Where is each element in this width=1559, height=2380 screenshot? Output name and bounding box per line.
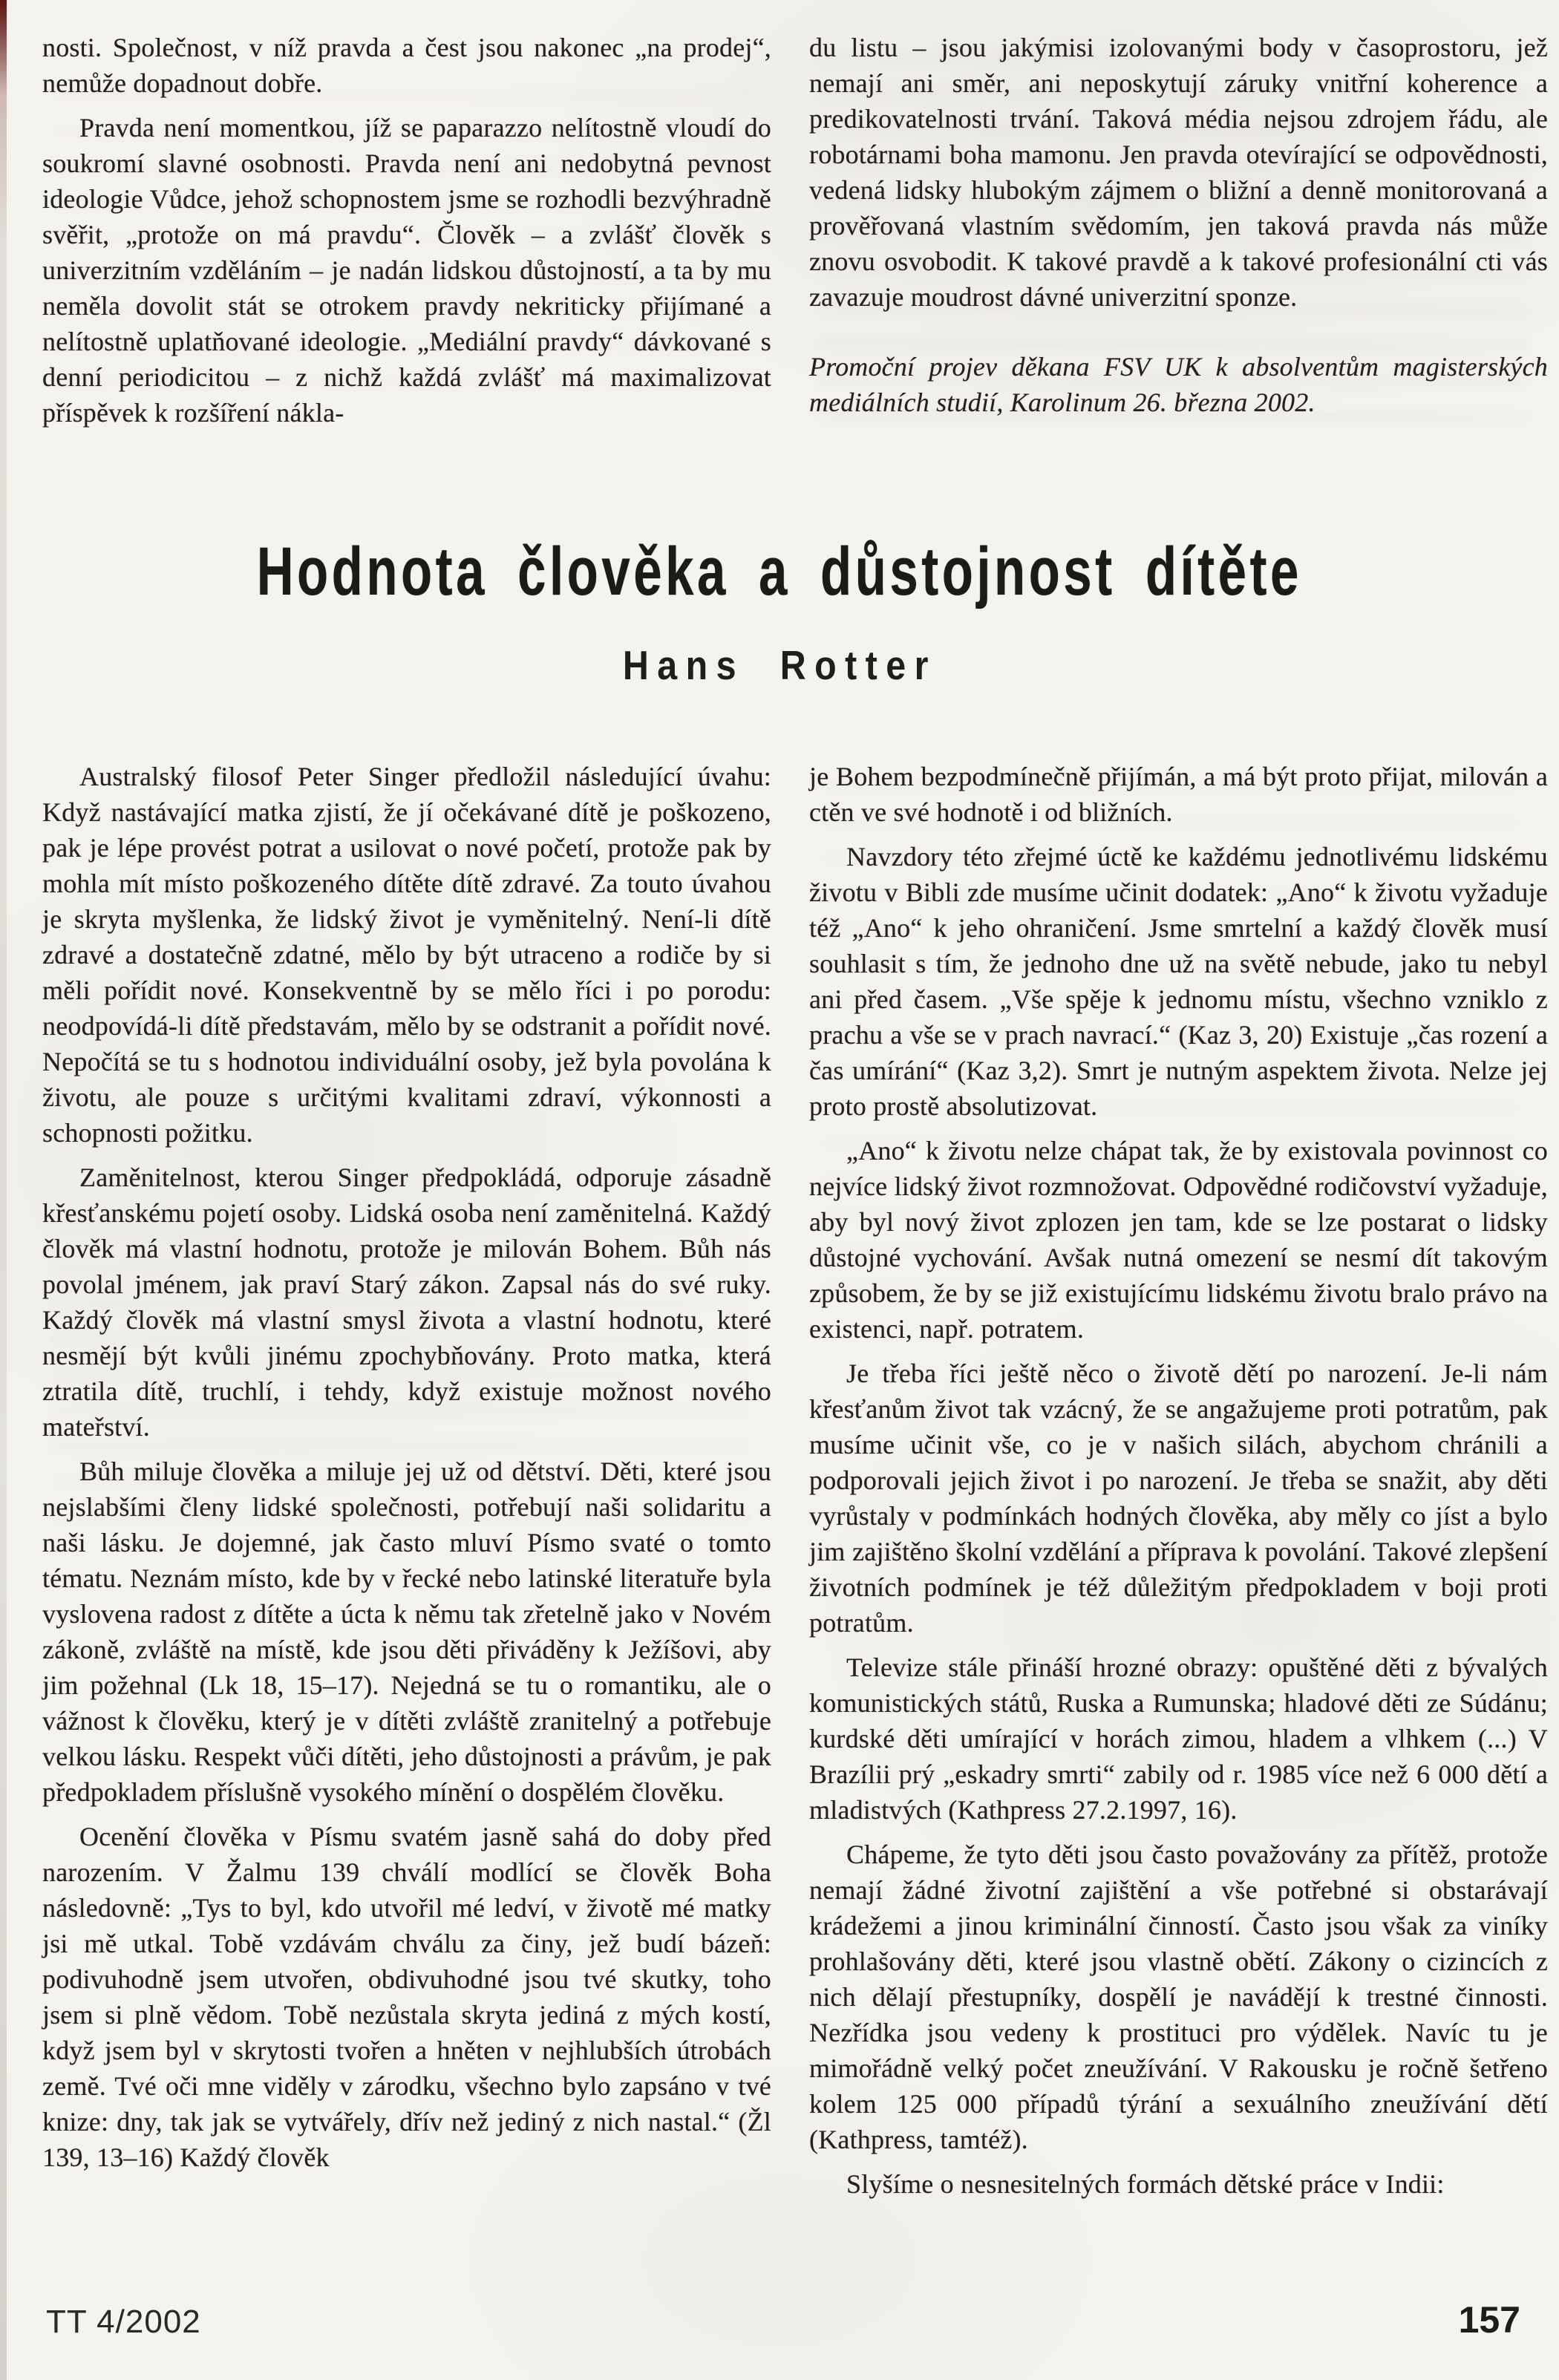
paragraph: je Bohem bezpodmínečně přijímán, a má být proto přijat, milován a ctěn ve své hodnotě i od bližních. <box>809 762 1548 827</box>
paragraph: du listu – jsou jakýmisi izolovanými body v časoprostoru, jež nemají ani směr, ani neposkytují záruky vnitřní koherence a predikovatelnosti trvání. Taková média nejsou zdrojem řádu, ale robotárnami boha mamonu. Jen pravda otevírající se odpovědnosti, vedená lidsky hlubokým zájmem o bližní a denně monitorovaná a prověřovaná vlastním svědomím, jen taková pravda nás může znovu osvobodit. K takové pravdě a k takové profesionální cti vás zavazuje moudrost dávné univerzitní sponze. <box>809 33 1548 312</box>
article-left-column <box>42 759 771 2184</box>
footer-page-number: 157 <box>1458 2299 1520 2341</box>
paragraph: Pravda není momentkou, jíž se paparazzo nelítostně vloudí do soukromí slavné osobnosti. Pravda není ani nedobytná pevnost ideologie Vůdce, jehož schopnostem jsme se rozhodli bezvýhradně svěřit, „protože on má pravdu“. Člověk – a zvlášť člověk s univerzitním vzděláním – je nadán lidskou důstojností, a ta by mu neměla dovolit stát se otrokem pravdy nekriticky přijímané a nelítostně uplatňované ideologie. „Mediální pravdy“ dávkované s denní periodicitou – z nichž každá zvlášť má maximalizovat příspěvek k rozšíření nákla- <box>42 113 771 428</box>
paragraph: Bůh miluje člověka a miluje jej už od dětství. Děti, které jsou nejslabšími členy lidské společnosti, potřebují naši solidaritu a naši lásku. Je dojemné, jak často mluví Písmo svaté o tomto tématu. Neznám místo, kde by v řecké nebo latinské literatuře byla vyslovena radost z dítěte a úcta k němu tak zřetelně jako v Novém zákoně, zvláště na místě, kde jsou děti přiváděny k Ježíšovi, aby jim požehnal (Lk 18, 15–17). Nejedná se tu o romantiku, ale o vážnost k člověku, který je v dítěti zvláště zranitelný a potřebuje velkou lásku. Respekt vůči dítěti, jeho důstojnosti a právům, je pak předpokladem příslušně vysokého mínění o dospělém člověku. <box>42 1457 771 1807</box>
paragraph: Ocenění člověka v Písmu svatém jasně sahá do doby před narozením. V Žalmu 139 chválí modlící se člověk Boha následovně: „Tys to byl, kdo utvořil mé ledví, v životě mé matky jsi mě utkal. Tobě vzdávám chválu za činy, jež budí bázeň: podivuhodně jsem utvořen, obdivuhodné jsou tvé skutky, toho jsem si plně vědom. Tobě nezůstala skryta jediná z mých kostí, když jsem byl v skrytosti tvořen a hněten v nejhlubších útrobách země. Tvé oči mne viděly v zárodku, všechno bylo zapsáno v tvé knize: dny, tak jak se vytvářely, dřív než jediný z nich nastal.“ (Žl 139, 13–16) Každý člověk <box>42 1822 771 2172</box>
paragraph: Je třeba říci ještě něco o životě dětí po narození. Je-li nám křesťanům život tak vzácný, že se angažujeme proti potratům, pak musíme učinit vše, co je v našich silách, abychom chránili a podporovali jejich život i po narození. Je třeba se snažit, aby děti vyrůstaly v podmínkách hodných člověka, aby měly co jíst a bylo jim zajištěno školní vzdělání a příprava k povolání. Takové zlepšení životních podmínek je též důležitým předpokladem v boji proti potratům. <box>809 1359 1548 1638</box>
paragraph: Zaměnitelnost, kterou Singer předpokládá, odporuje zásadně křesťanskému pojetí osoby. Lidská osoba není zaměnitelná. Každý člověk má vlastní hodnotu, protože je milován Bohem. Bůh nás povolal jménem, jak praví Starý zákon. Zapsal nás do své ruky. Každý člověk má vlastní smysl života a vlastní hodnotu, které nesmějí být kvůli jinému zpochybňovány. Proto matka, která ztratila dítě, truchlí, i tehdy, když existuje možnost nového mateřství. <box>42 1163 771 1442</box>
article-author-text: Hans Rotter <box>622 642 937 688</box>
article-title <box>0 536 1559 607</box>
paragraph: Australský filosof Peter Singer předložil následující úvahu: Když nastávající matka zjistí, že jí očekávané dítě je poškozeno, pak je lépe provést potrat a usilovat o nové početí, protože pak by mohla mít místo poškozeného dítěte dítě zdravé. Za touto úvahou je skryta myšlenka, že lidský život je vyměnitelný. Není-li dítě zdravé a dostatečně zdatné, mělo by být utraceno a rodiče by si měli pořídit nové. Konsekventně by se mělo říci i po porodu: neodpovídá-li dítě představám, mělo by se odstranit a pořídit nové. Nepočítá se tu s hodnotou individuální osoby, jež byla povolána k životu, ale pouze s určitými kvalitami zdraví, výkonnosti a schopnosti požitku. <box>42 762 771 1148</box>
paragraph: nosti. Společnost, v níž pravda a čest jsou nakonec „na prodej“, nemůže dopadnout dobře. <box>42 33 771 98</box>
article-title-text: Hodnota člověka a důstojnost dítěte <box>256 534 1303 609</box>
paragraph: Navzdory této zřejmé úctě ke každému jednotlivému lidskému životu v Bibli zde musíme učinit dodatek: „Ano“ k životu vyžaduje též „Ano“ k jeho ohraničení. Jsme smrtelní a každý člověk musí souhlasit s tím, že jednoho dne už na světě nebude, jako tu nebyl ani před časem. „Vše spěje k jednomu místu, všechno vzniklo z prachu a vše se v prach navrací.“ (Kaz 3, 20) Existuje „čas rození a čas umírání“ (Kaz 3,2). Smrt je nutným aspektem života. Nelze jej proto prostě absolutizovat. <box>809 842 1548 1121</box>
article-author <box>0 643 1559 687</box>
paragraph: Slyšíme o nesnesitelných formách dětské práce v Indii: <box>846 2169 1445 2199</box>
paragraph: Televize stále přináší hrozné obrazy: opuštěné děti z bývalých komunistických států, Ruska a Rumunska; hladové děti ze Súdánu; kurdské děti umírající v horách zimou, hladem a vlhkem (...) V Brazílii prý „eskadry smrti“ zabily od r. 1985 více než 6 000 dětí a mladistvých (Kathpress 27.2.1997, 16). <box>809 1652 1548 1825</box>
previous-article-left-column <box>42 30 771 439</box>
article-right-column <box>809 759 1548 2211</box>
footer-journal-issue: TT 4/2002 <box>46 2304 201 2340</box>
scan-edge-artifact <box>0 0 7 2380</box>
previous-article-right-column <box>809 30 1548 429</box>
paragraph: Promoční projev děkana FSV UK k absolventům magisterských mediálních studií, Karolinum 26. března 2002. <box>809 352 1548 417</box>
paragraph: „Ano“ k životu nelze chápat tak, že by existovala povinnost co nejvíce lidský život rozmnožovat. Odpovědné rodičovství vyžaduje, aby byl nový život zplozen jen tam, kde se lze postarat o lidsky důstojné vychování. Avšak nutná omezení se nesmí dít takovým způsobem, že by se již existujícímu lidskému životu bralo právo na existenci, např. potratem. <box>809 1136 1548 1344</box>
paragraph: Chápeme, že tyto děti jsou často považovány za přítěž, protože nemají žádné životní zajištění a vše potřebné si obstarávají krádežemi a jinou kriminální činností. Často jsou však za viníky prohlašovány děti, které jsou vlastně obětí. Zákony o cizincích z nich dělají přestupníky, dospělí je navádějí k trestné činnosti. Nezřídka jsou vedeny k prostituci pro výdělek. Navíc tu je mimořádně velký počet zneužívání. V Rakousku je ročně šetřeno kolem 125 000 případů týrání a sexuálního zneužívání dětí (Kathpress, tamtéž). <box>809 1840 1548 2154</box>
